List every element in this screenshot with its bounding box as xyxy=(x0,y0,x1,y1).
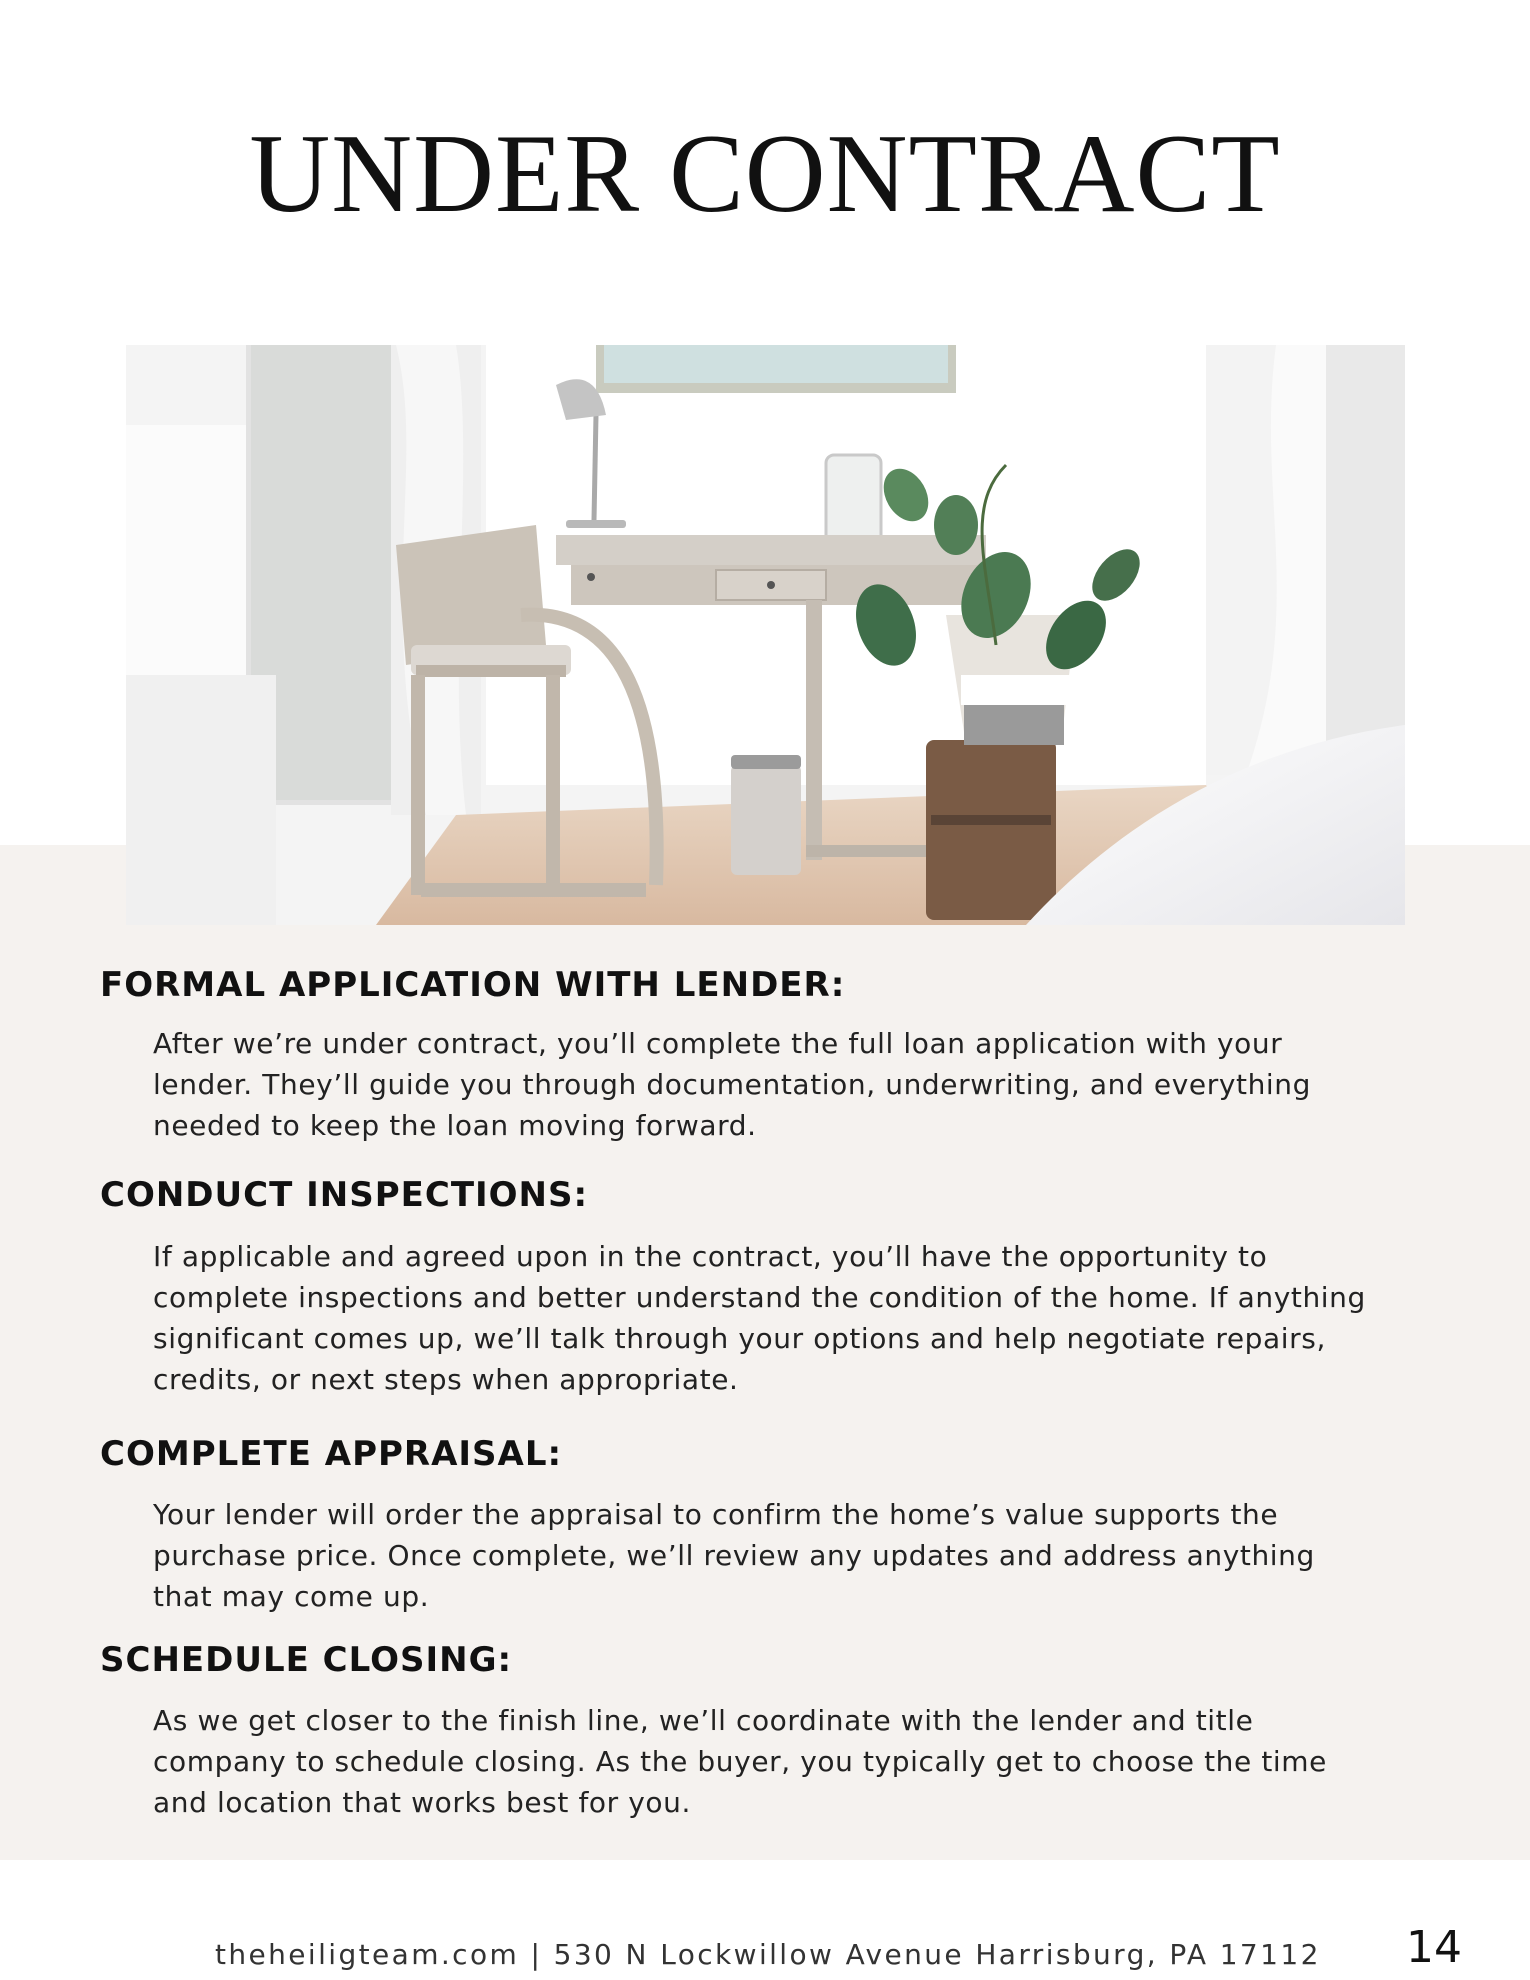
section-body-schedule-closing: As we get closer to the finish line, we’ll coordinate with the lender and title company to schedule closing. As the buyer, you typically get to choose the time and location that works best for you. xyxy=(153,1704,1328,1819)
section-heading-formal-application: FORMAL APPLICATION WITH LENDER: xyxy=(100,965,846,1005)
page-number: 14 xyxy=(1406,1922,1462,1973)
page-title: UNDER CONTRACT xyxy=(249,112,1281,236)
section-heading-schedule-closing: SCHEDULE CLOSING: xyxy=(100,1640,513,1680)
section-body-complete-appraisal: Your lender will order the appraisal to confirm the home’s value supports the purchase price. Once complete, we’ll review any updates and address anything that may come up. xyxy=(153,1498,1315,1613)
section-body-conduct-inspections: If applicable and agreed upon in the contract, you’ll have the opportunity to complete inspections and better understand the condition of the home. If anything significant comes up, we’ll talk through your options and help negotiate repairs, credits, or next steps when appropriate. xyxy=(153,1240,1366,1396)
footer-contact: theheiligteam.com | 530 N Lockwillow Avenue Harrisburg, PA 17112 xyxy=(215,1938,1321,1971)
desk-room-photo xyxy=(126,345,1405,925)
section-heading-complete-appraisal: COMPLETE APPRAISAL: xyxy=(100,1434,563,1474)
section-heading-conduct-inspections: CONDUCT INSPECTIONS: xyxy=(100,1175,589,1215)
section-body-formal-application: After we’re under contract, you’ll complete the full loan application with your lender. They’ll guide you through documentation, underwriting, and everything needed to keep the loan moving forward. xyxy=(153,1027,1312,1142)
